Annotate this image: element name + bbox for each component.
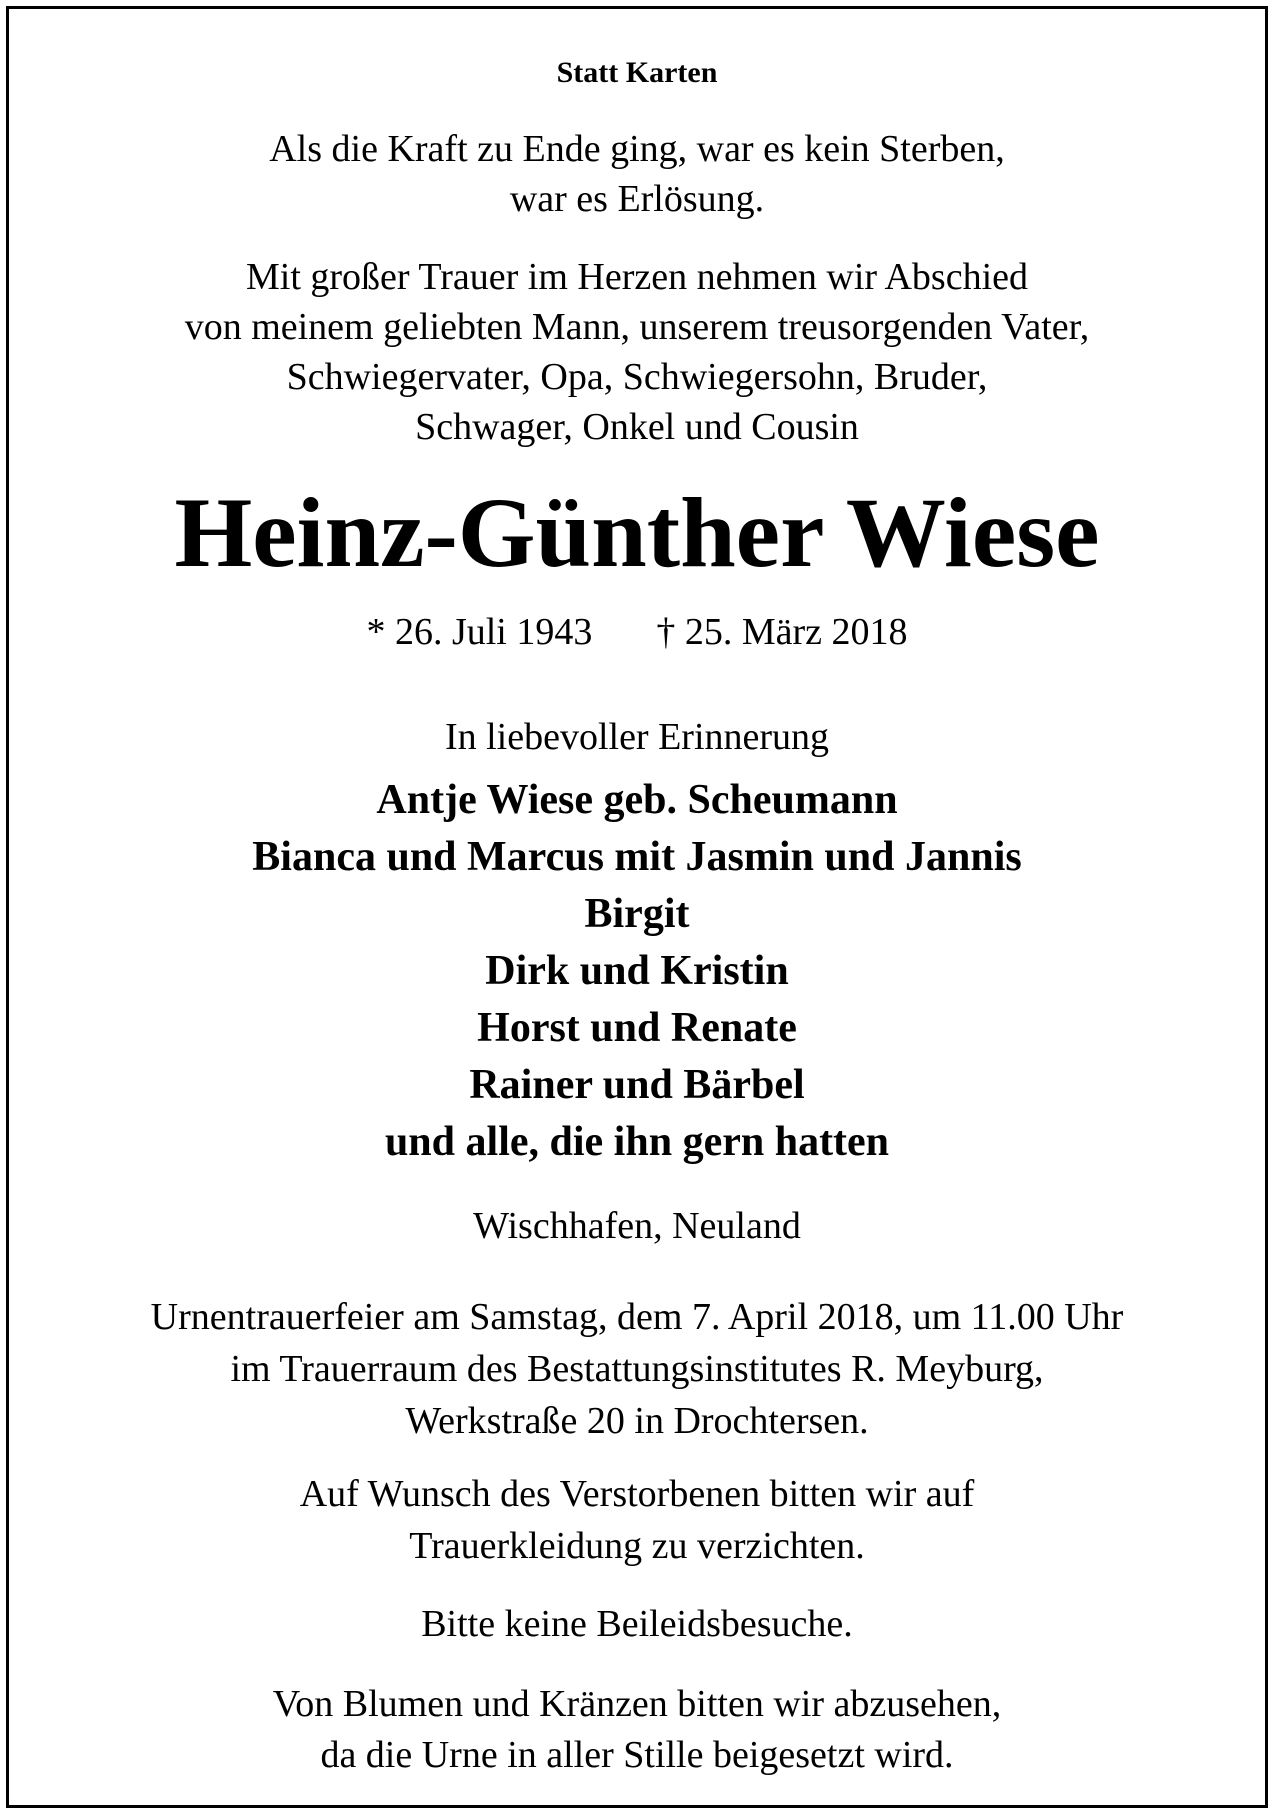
obituary-notice (6, 6, 1268, 1808)
family-member: Antje Wiese geb. Scheumann (376, 777, 898, 823)
location-line: Wischhafen, Neuland (473, 1205, 801, 1247)
family-member: Horst und Renate (477, 1005, 797, 1051)
intro-line: Schwager, Onkel und Cousin (415, 406, 859, 448)
ceremony-line: Werkstraße 20 in Drochtersen. (405, 1400, 869, 1442)
ceremony-line: Urnentrauerfeier am Samstag, dem 7. April 2018, um 11.00 Uhr (150, 1296, 1124, 1338)
quote-line: Als die Kraft zu Ende ging, war es kein Sterben, (269, 128, 1005, 170)
family-member: Rainer und Bärbel (469, 1062, 805, 1108)
no-visits-line: Bitte keine Beileidsbesuche. (421, 1603, 853, 1645)
statt-karten-heading: Statt Karten (556, 56, 718, 89)
intro-line: Mit großer Trauer im Herzen nehmen wir Abschied (246, 256, 1028, 298)
dress-request-line: Trauerkleidung zu verzichten. (409, 1525, 865, 1567)
family-member: Dirk und Kristin (485, 948, 789, 994)
remembrance-line: In liebevoller Erinnerung (444, 716, 830, 758)
intro-line: Schwiegervater, Opa, Schwiegersohn, Bruder, (286, 356, 988, 398)
intro-line: von meinem geliebten Mann, unserem treusorgenden Vater, (184, 306, 1090, 348)
death-date: † 25. März 2018 (656, 611, 908, 653)
family-member: Birgit (584, 891, 690, 937)
flowers-line: da die Urne in aller Stille beigesetzt wird. (320, 1734, 954, 1776)
deceased-name: Heinz-Günther Wiese (174, 477, 1100, 588)
family-member: und alle, die ihn gern hatten (384, 1119, 890, 1165)
dress-request-line: Auf Wunsch des Verstorbenen bitten wir auf (299, 1473, 975, 1515)
quote-line: war es Erlösung. (509, 178, 765, 220)
flowers-line: Von Blumen und Kränzen bitten wir abzusehen, (272, 1683, 1002, 1725)
family-member: Bianca und Marcus mit Jasmin und Jannis (252, 834, 1022, 880)
ceremony-line: im Trauerraum des Bestattungsinstitutes R. Meyburg, (230, 1348, 1044, 1390)
life-dates (9, 613, 1265, 651)
birth-date: * 26. Juli 1943 (366, 611, 593, 653)
